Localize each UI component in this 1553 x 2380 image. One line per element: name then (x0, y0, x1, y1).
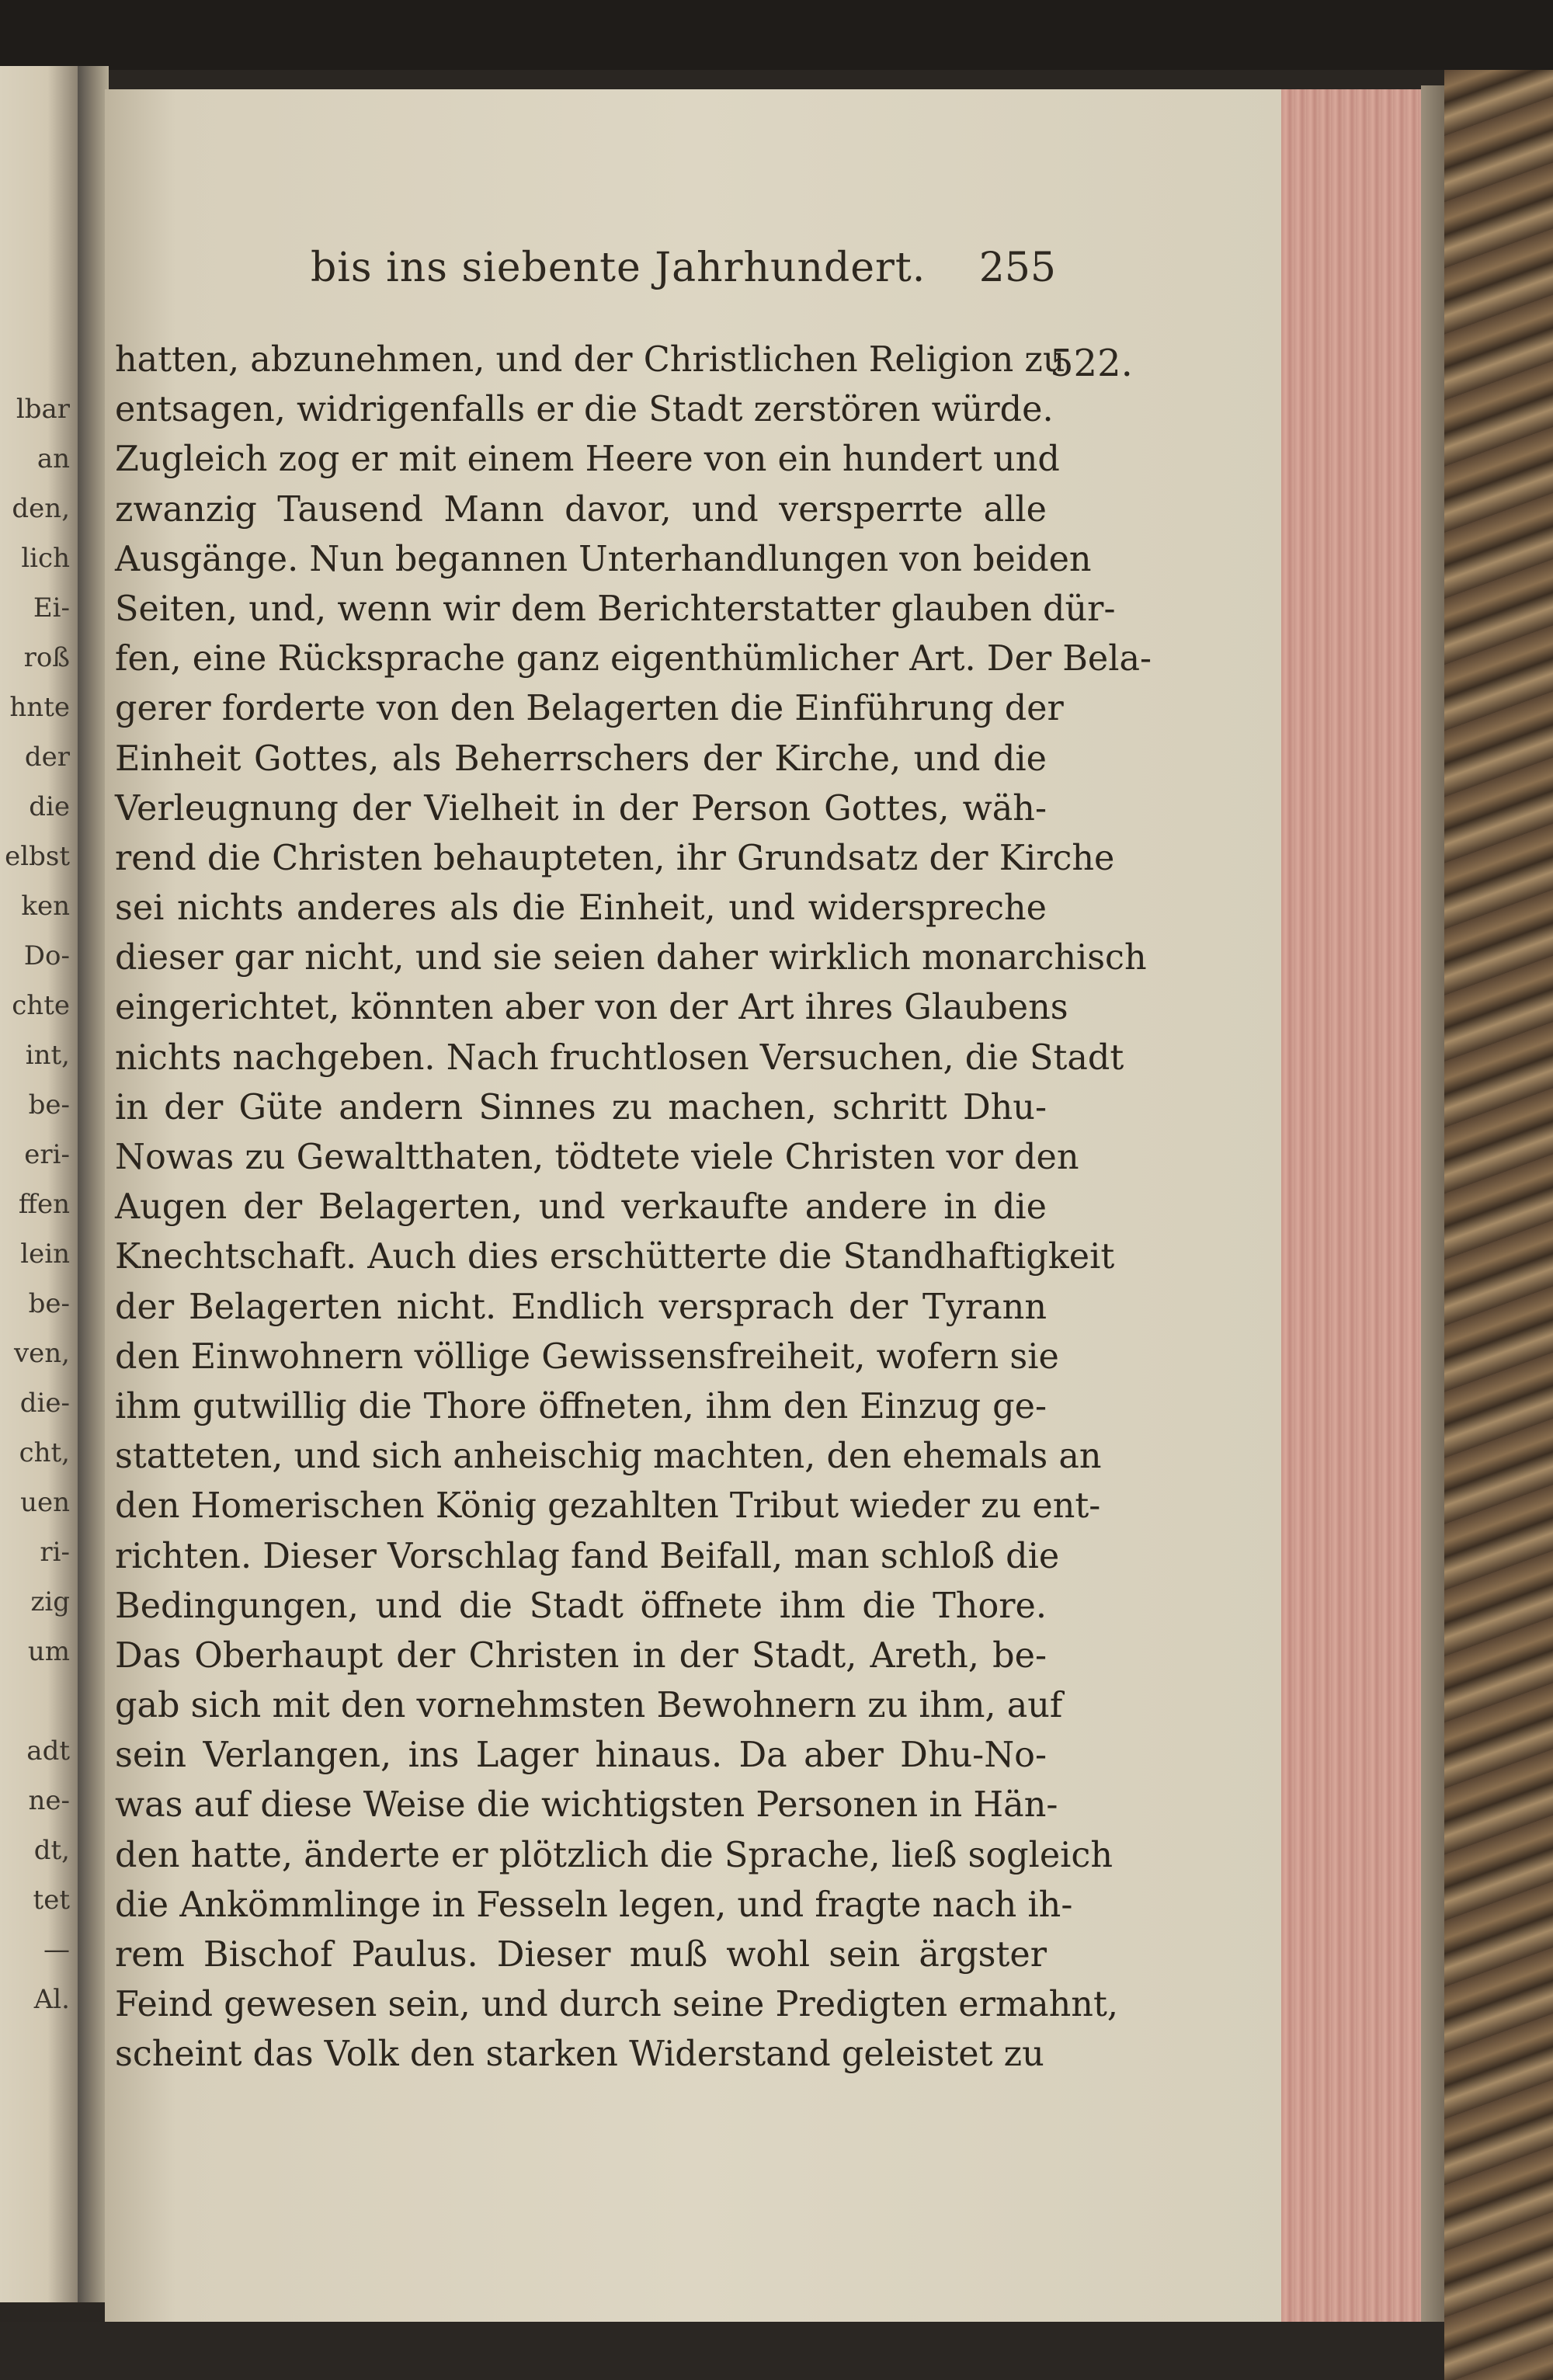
text-line: den Homerischen König gezahlten Tribut wieder zu ent- (115, 1486, 1101, 1527)
text-line: hatten, abzunehmen, und der Christlichen Religion zu (115, 340, 1065, 380)
left-page (0, 66, 79, 2302)
text-line: sein Verlangen, ins Lager hinaus. Da aber Dhu-No- (115, 1735, 1047, 1776)
text-line: richten. Dieser Vorschlag fand Beifall, man schloß die (115, 1536, 1060, 1576)
left-page-fragment: Do- (23, 940, 70, 971)
left-page-fragment: ven, (13, 1338, 70, 1369)
page-number: 255 (978, 245, 1056, 291)
text-line: in der Güte andern Sinnes zu machen, schritt Dhu- (115, 1087, 1047, 1127)
left-page-fragment: lein (20, 1239, 70, 1270)
text-line: den Einwohnern völlige Gewissensfreiheit, wofern sie (115, 1336, 1059, 1377)
page-edges (1281, 89, 1425, 2349)
text-line: Das Oberhaupt der Christen in der Stadt, Areth, be- (115, 1635, 1047, 1676)
left-page-fragment: Ei- (33, 592, 70, 624)
left-page-fragment: hnte (9, 692, 70, 723)
text-line: nichts nachgeben. Nach fruchtlosen Versuchen, die Stadt (115, 1037, 1124, 1078)
text-line: Ausgänge. Nun begannen Unterhandlungen von beiden (115, 539, 1092, 579)
text-line: dieser gar nicht, und sie seien daher wirklich monarchisch (115, 938, 1147, 978)
running-head: bis ins siebente Jahrhundert. (311, 245, 926, 291)
marbled-cover (1444, 70, 1553, 2380)
text-line: zwanzig Tausend Mann davor, und versperrte alle (115, 489, 1047, 530)
background-bottom (0, 2322, 1444, 2380)
margin-year-note: 522. (1050, 342, 1133, 385)
left-page-fragment: uen (20, 1487, 70, 1518)
text-line: Nowas zu Gewaltthaten, tödtete viele Christen vor den (115, 1138, 1079, 1177)
left-page-fragments (0, 384, 75, 2024)
left-page-fragment: der (24, 742, 70, 773)
text-line: gab sich mit den vornehmsten Bewohnern zu ihm, auf (115, 1686, 1063, 1726)
text-line: sei nichts anderes als die Einheit, und widerspreche (115, 888, 1047, 929)
text-line: entsagen, widrigenfalls er die Stadt zerstören würde. (115, 390, 1054, 430)
text-line: Bedingungen, und die Stadt öffnete ihm die Thore. (115, 1586, 1047, 1626)
text-line: Knechtschaft. Auch dies erschütterte die Standhaftigkeit (115, 1237, 1115, 1277)
left-page-fragment: ken (21, 891, 70, 922)
left-page-fragment: — (43, 1934, 70, 1965)
left-page-fragment: chte (12, 990, 70, 1021)
left-page-fragment: tet (33, 1885, 70, 1916)
text-line: Einheit Gottes, als Beherrschers der Kirche, und die (115, 738, 1047, 779)
book-gutter (78, 66, 109, 2302)
left-page-fragment: int, (25, 1040, 70, 1071)
left-page-fragment: an (36, 443, 70, 474)
left-page-fragment: adt (26, 1735, 70, 1767)
left-page-fragment: um (27, 1636, 70, 1667)
left-page-fragment: die (29, 791, 70, 822)
text-line: rend die Christen behaupteten, ihr Grundsatz der Kirche (115, 838, 1115, 878)
left-page-fragment: die- (19, 1388, 70, 1419)
text-line: gerer forderte von den Belagerten die Einführung der (115, 689, 1064, 729)
text-line: fen, eine Rücksprache ganz eigenthümlicher Art. Der Bela- (115, 639, 1152, 679)
text-line: Augen der Belagerten, und verkaufte andere in die (115, 1187, 1047, 1228)
left-page-fragment: elbst (5, 841, 70, 872)
text-line: scheint das Volk den starken Widerstand geleistet zu (115, 2034, 1044, 2075)
text-line: der Belagerten nicht. Endlich versprach der Tyrann (115, 1287, 1047, 1327)
text-line: den hatte, änderte er plötzlich die Sprache, ließ sogleich (115, 1835, 1113, 1875)
left-page-fragment: dt, (33, 1835, 70, 1866)
text-line: statteten, und sich anheischig machten, den ehemals an (115, 1437, 1102, 1477)
text-line: die Ankömmlinge in Fesseln legen, und fragte nach ih- (115, 1885, 1073, 1925)
text-line: eingerichtet, könnten aber von der Art ihres Glaubens (115, 988, 1068, 1028)
text-line: Zugleich zog er mit einem Heere von ein hundert und (115, 440, 1060, 480)
text-line: Verleugnung der Vielheit in der Person Gottes, wäh- (115, 788, 1047, 829)
left-page-fragment: lbar (16, 394, 70, 425)
left-page-fragment: ne- (28, 1785, 70, 1816)
left-page-fragment: ri- (40, 1537, 70, 1568)
left-page-fragment: lich (21, 543, 70, 574)
left-page-fragment: zig (30, 1586, 70, 1617)
left-page-fragment: cht, (19, 1437, 70, 1468)
text-line: Feind gewesen sein, und durch seine Predigten ermahnt, (115, 1985, 1118, 2025)
page-header (311, 245, 1056, 307)
background-top (0, 0, 1553, 70)
text-line: ihm gutwillig die Thore öffneten, ihm den Einzug ge- (115, 1386, 1047, 1426)
left-page-fragment: eri- (24, 1139, 70, 1170)
text-line: was auf diese Weise die wichtigsten Personen in Hän- (115, 1785, 1058, 1826)
left-page-fragment: roß (23, 642, 70, 673)
text-line: Seiten, und, wenn wir dem Berichterstatter glauben dür- (115, 589, 1116, 629)
left-page-fragment: den, (12, 493, 70, 524)
left-page-fragment: ffen (18, 1189, 70, 1220)
text-line: rem Bischof Paulus. Dieser muß wohl sein ärgster (115, 1935, 1047, 1975)
left-page-fragment: be- (28, 1288, 70, 1319)
left-page-fragment (0, 1676, 75, 1726)
left-page-fragment: Al. (33, 1984, 70, 2015)
left-page-fragment: be- (28, 1089, 70, 1121)
